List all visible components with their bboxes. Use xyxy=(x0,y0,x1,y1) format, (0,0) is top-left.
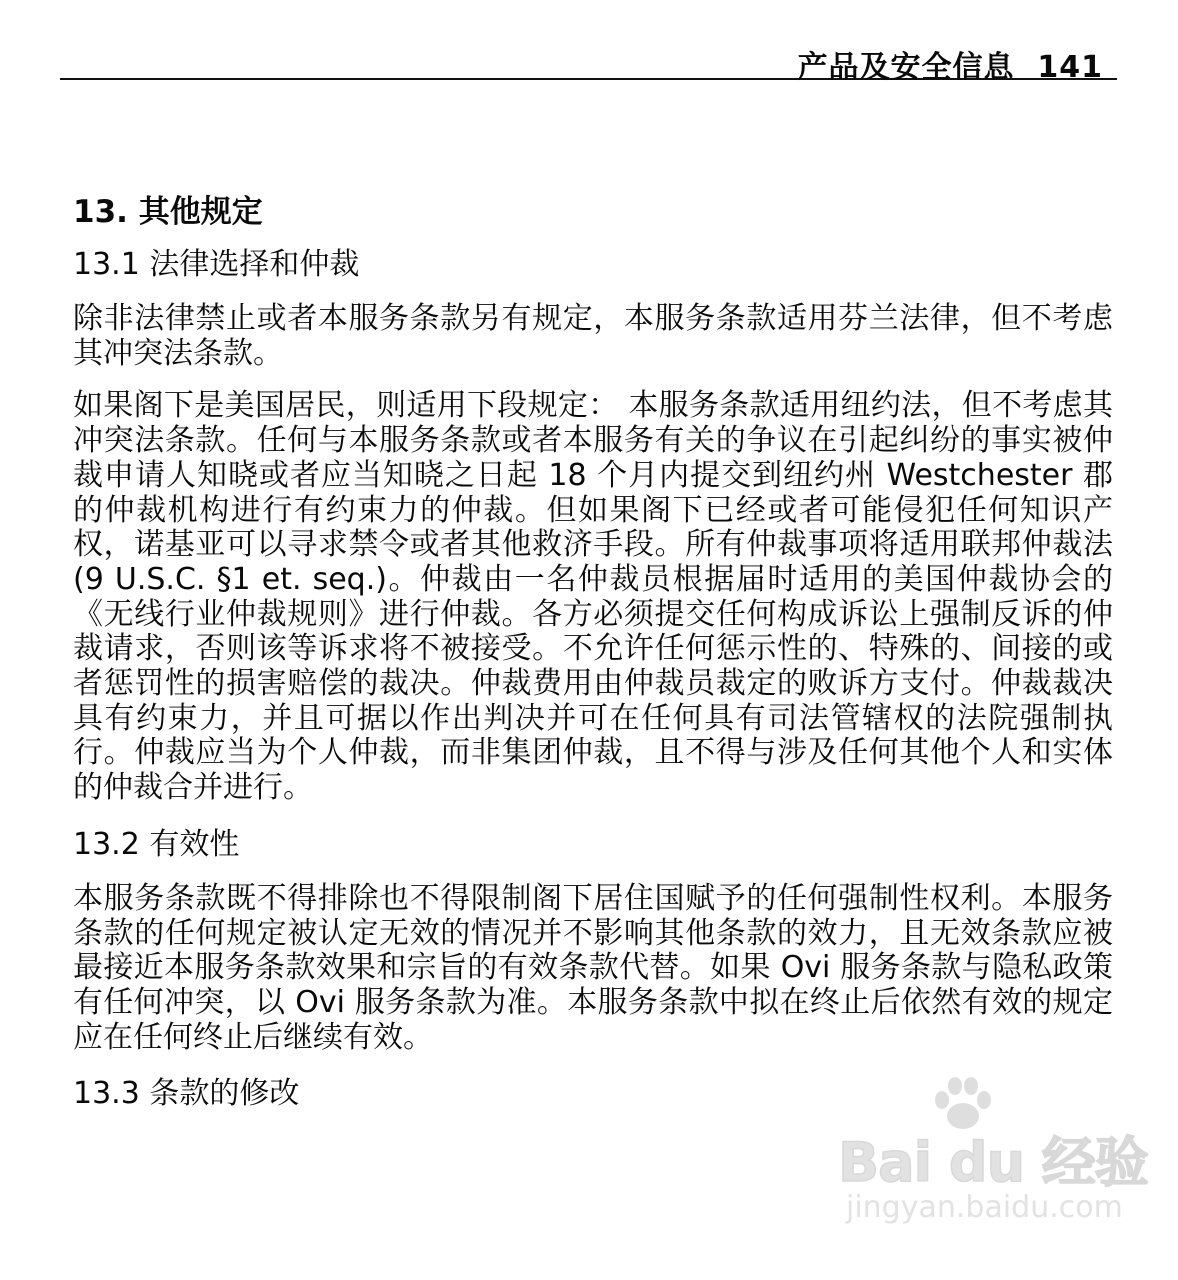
subsection-heading-13-3: 13.3 条款的修改 xyxy=(73,1076,300,1112)
header-text xyxy=(797,42,1103,86)
paragraph-13-2: 本服务条款既不得排除也不得限制阁下居住国赋予的任何强制性权利。本服务条款的任何规定被认定无效的情况并不影响其他条款的效力，且无效条款应被最接近本服务条款效果和宗旨的有效条款代替。如果 Ovi 服务条款与隐私政策有任何冲突，以 Ovi 服务条款为准。本服务条款中拟在终止后依然有效的规定应在任何终止后继续有效。 xyxy=(73,880,1113,1055)
paragraph-13-1-b: 如果阁下是美国居民，则适用下段规定： 本服务条款适用纽约法，但不考虑其冲突法条款。任何与本服务条款或者本服务有关的争议在引起纠纷的事实被仲裁申请人知晓或者应当知晓之日起 18 个月内提交到纽约州 Westchester 郡的仲裁机构进行有约束力的仲裁。但如果阁下已经或者可能侵犯任何知识产权，诺基亚可以寻求禁令或者其他救济手段。所有仲裁事项将适用联邦仲裁法 (9 U.S.C. §1 et. seq.)。仲裁由一名仲裁员根据届时适用的美国仲裁协会的《无线行业仲裁规则》进行仲裁。各方必须提交任何构成诉讼上强制反诉的仲裁请求，否则该等诉求将不被接受。不允许任何惩示性的、特殊的、间接的或者惩罚性的损害赔偿的裁决。仲裁费用由仲裁员裁定的败诉方支付。仲裁裁决具有约束力，并且可据以作出判决并可在任何具有司法管辖权的法院强制执行。仲裁应当为个人仲裁，而非集团仲裁，且不得与涉及任何其他个人和实体的仲裁合并进行。 xyxy=(73,388,1113,806)
watermark-url: jingyan.baidu.com xyxy=(846,1190,1123,1225)
subsection-heading-13-1: 13.1 法律选择和仲裁 xyxy=(73,247,360,282)
page-number: 141 xyxy=(1037,50,1103,85)
subsection-heading-13-2: 13.2 有效性 xyxy=(73,826,240,862)
page-header xyxy=(60,40,1117,85)
section-title: 13. 其他规定 xyxy=(73,194,263,230)
paragraph-13-1-a: 除非法律禁止或者本服务条款另有规定，本服务条款适用芬兰法律，但不考虑其冲突法条款。 xyxy=(73,301,1113,371)
header-title: 产品及安全信息 xyxy=(797,50,1015,85)
document-body xyxy=(73,190,1113,1131)
watermark-logo: Bai du 经验 xyxy=(838,1131,1148,1194)
baidu-watermark xyxy=(838,1090,1148,1230)
